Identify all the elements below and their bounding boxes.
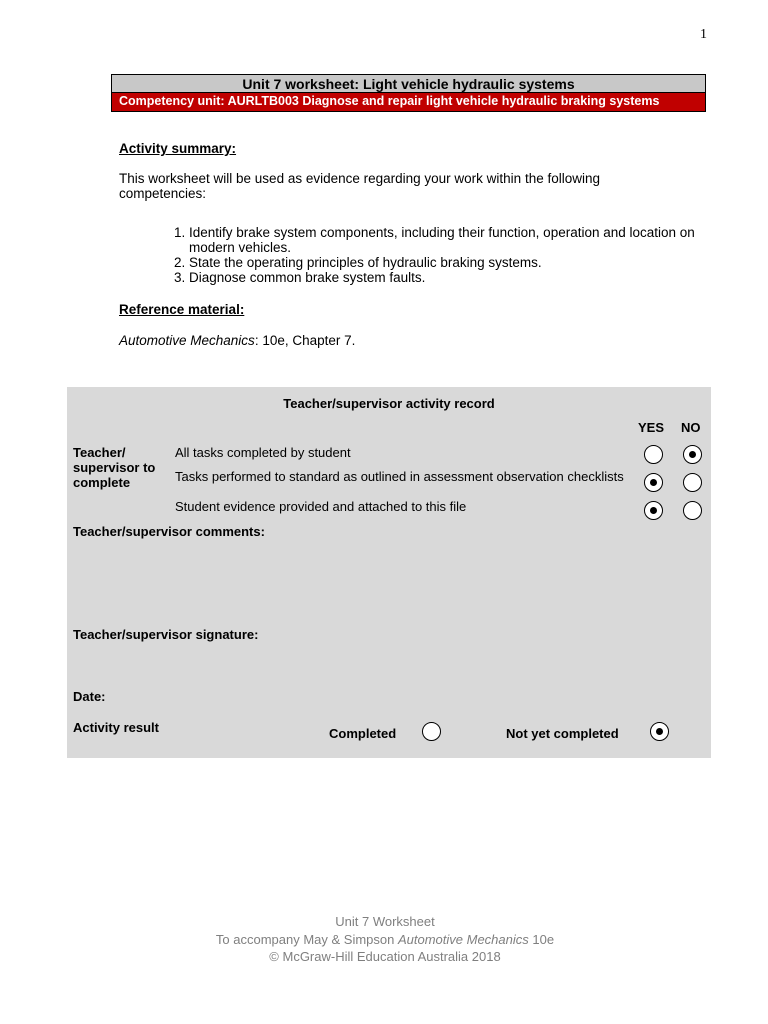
- task-label: Student evidence provided and attached to this file: [175, 499, 467, 514]
- worksheet-header: [111, 74, 706, 112]
- comments-label: Teacher/supervisor comments:: [73, 524, 265, 539]
- competency-unit: Competency unit: AURLTB003 Diagnose and repair light vehicle hydraulic braking systems: [112, 93, 705, 111]
- task-label: Tasks performed to standard as outlined in assessment observation checklists: [175, 469, 624, 484]
- radio-selected-dot: [689, 451, 696, 458]
- radio-selected-dot: [656, 728, 663, 735]
- activity-summary-intro: This worksheet will be used as evidence regarding your work within the following competencies:: [119, 171, 600, 201]
- task-3-no-radio[interactable]: [683, 501, 702, 520]
- page-number: 1: [700, 27, 707, 42]
- footer-book-title: Automotive Mechanics: [397, 931, 529, 947]
- radio-selected-dot: [650, 507, 657, 514]
- date-label: Date:: [73, 689, 106, 704]
- task-1-yes-radio[interactable]: [644, 445, 663, 464]
- task-label: All tasks completed by student: [175, 445, 351, 460]
- task-3-yes-radio[interactable]: [644, 501, 663, 520]
- footer-line-2: [0, 931, 768, 949]
- competency-item: 1. Identify brake system components, including their function, operation and location on modern vehicles.: [189, 225, 734, 255]
- reference-heading: Reference material:: [119, 302, 245, 317]
- signature-label: Teacher/supervisor signature:: [73, 627, 259, 642]
- completed-label: Completed: [329, 726, 397, 741]
- completed-radio[interactable]: [422, 722, 441, 741]
- reference-text: [119, 333, 355, 348]
- competency-item: 2. State the operating principles of hydraulic braking systems.: [189, 255, 734, 270]
- competency-item: 3. Diagnose common brake system faults.: [189, 270, 734, 285]
- radio-selected-dot: [650, 479, 657, 486]
- competency-list: [165, 225, 734, 285]
- teacher-side-label: Teacher/ supervisor to complete: [73, 445, 156, 490]
- worksheet-title: Unit 7 worksheet: Light vehicle hydraulic systems: [112, 75, 705, 93]
- task-2-yes-radio[interactable]: [644, 473, 663, 492]
- yes-column-label: YES: [638, 420, 665, 435]
- not-yet-completed-radio[interactable]: [650, 722, 669, 741]
- activity-summary-heading: Activity summary:: [119, 141, 237, 156]
- not-yet-completed-label: Not yet completed: [506, 726, 619, 741]
- activity-result-label: Activity result: [73, 720, 159, 735]
- footer-line-3: © McGraw-Hill Education Australia 2018: [269, 949, 501, 964]
- footer-prefix: To accompany May & Simpson: [215, 931, 398, 947]
- task-2-no-radio[interactable]: [683, 473, 702, 492]
- reference-book: Automotive Mechanics: [119, 333, 255, 348]
- footer-line-1: Unit 7 Worksheet: [335, 914, 435, 929]
- record-title: Teacher/supervisor activity record: [283, 396, 495, 411]
- no-column-label: NO: [681, 420, 701, 435]
- footer-edition: 10e: [528, 931, 555, 947]
- task-1-no-radio[interactable]: [683, 445, 702, 464]
- page-footer: [0, 913, 768, 966]
- reference-detail: : 10e, Chapter 7.: [254, 333, 356, 348]
- activity-record-panel: [67, 387, 711, 758]
